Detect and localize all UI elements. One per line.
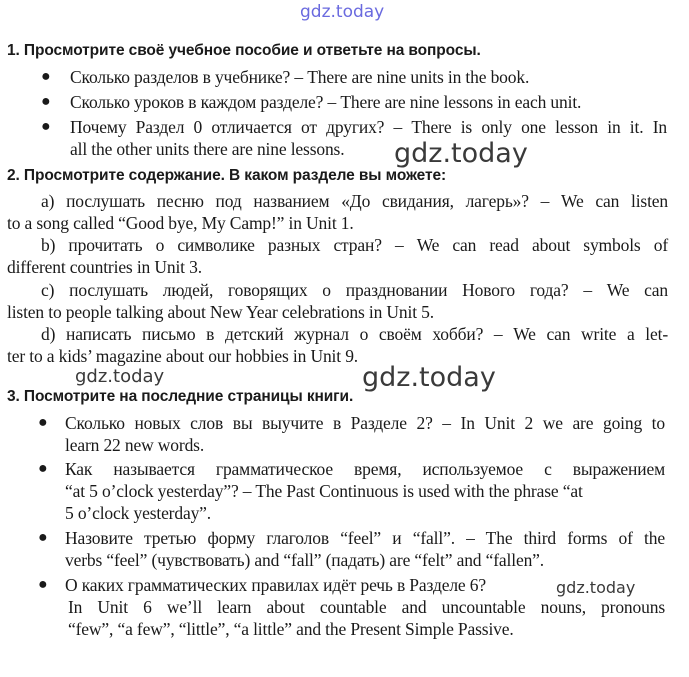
list-item-continuation: In Unit 6 we’ll learn about countable and uncountable nouns, pronouns (68, 597, 665, 617)
list-item-continuation: learn 22 new words. (65, 435, 205, 455)
bullet-icon: ● (38, 529, 48, 546)
list-item-continuation: “at 5 o’clock yesterday”? – The Past Continuous is used with the phrase “at (65, 481, 583, 501)
list-item: Назовите третью форму глаголов “feel” и “fall”. – The third forms of the (65, 528, 665, 548)
list-item: О каких грамматических правилах идёт речь в Разделе 6? (65, 575, 486, 595)
list-item: Сколько уроков в каждом разделе? – There are nine lessons in each unit. (70, 92, 582, 112)
list-item-continuation: verbs “feel” (чувствовать) and “fall” (падать) are “felt” and “fallen”. (65, 550, 545, 570)
list-item: Как называется грамматическое время, используемое с выражением (65, 459, 665, 479)
list-item: c) послушать людей, говорящих о праздновании Нового года? – We can (41, 280, 668, 300)
bullet-icon: ● (38, 460, 48, 477)
bullet-icon: ● (41, 93, 51, 110)
list-item: d) написать письмо в детский журнал о своём хобби? – We can write a let- (41, 324, 668, 344)
list-item: Почему Раздел 0 отличается от других? – There is only one lesson in it. In (70, 117, 667, 137)
watermark-small: gdz.today (75, 366, 165, 387)
list-item-continuation: ter to a kids’ magazine about our hobbies in Unit 9. (7, 346, 359, 366)
section-1-heading: 1. Просмотрите своё учебное пособие и ответьте на вопросы. (7, 42, 481, 59)
watermark-small: gdz.today (556, 578, 636, 597)
list-item: b) прочитать о символике разных стран? – We can read about symbols of (41, 235, 668, 255)
watermark-large: gdz.today (362, 362, 496, 393)
bullet-icon: ● (41, 118, 51, 135)
list-item-continuation: listen to people talking about New Year celebrations in Unit 5. (7, 302, 434, 322)
list-item: Сколько новых слов вы выучите в Разделе 2? – In Unit 2 we are going to (65, 413, 665, 433)
list-item-continuation: all the other units there are nine lessons. (70, 139, 345, 159)
section-2-heading: 2. Просмотрите содержание. В каком разделе вы можете: (7, 167, 447, 184)
list-item-continuation: to a song called “Good bye, My Camp!” in Unit 1. (7, 213, 354, 233)
watermark-top: gdz.today (300, 2, 385, 22)
list-item: а) послушать песню под названием «До свидания, лагерь»? – We can listen (41, 191, 668, 211)
list-item-continuation: 5 o’clock yesterday”. (65, 503, 212, 523)
list-item-continuation: different countries in Unit 3. (7, 257, 202, 277)
watermark-large: gdz.today (394, 138, 528, 169)
section-3-heading: 3. Посмотрите на последние страницы книги. (7, 388, 354, 405)
list-item: Сколько разделов в учебнике? – There are nine units in the book. (70, 67, 530, 87)
bullet-icon: ● (38, 576, 48, 593)
bullet-icon: ● (41, 68, 51, 85)
bullet-icon: ● (38, 414, 48, 431)
list-item-continuation: “few”, “a few”, “little”, “a little” and the Present Simple Passive. (68, 619, 514, 639)
